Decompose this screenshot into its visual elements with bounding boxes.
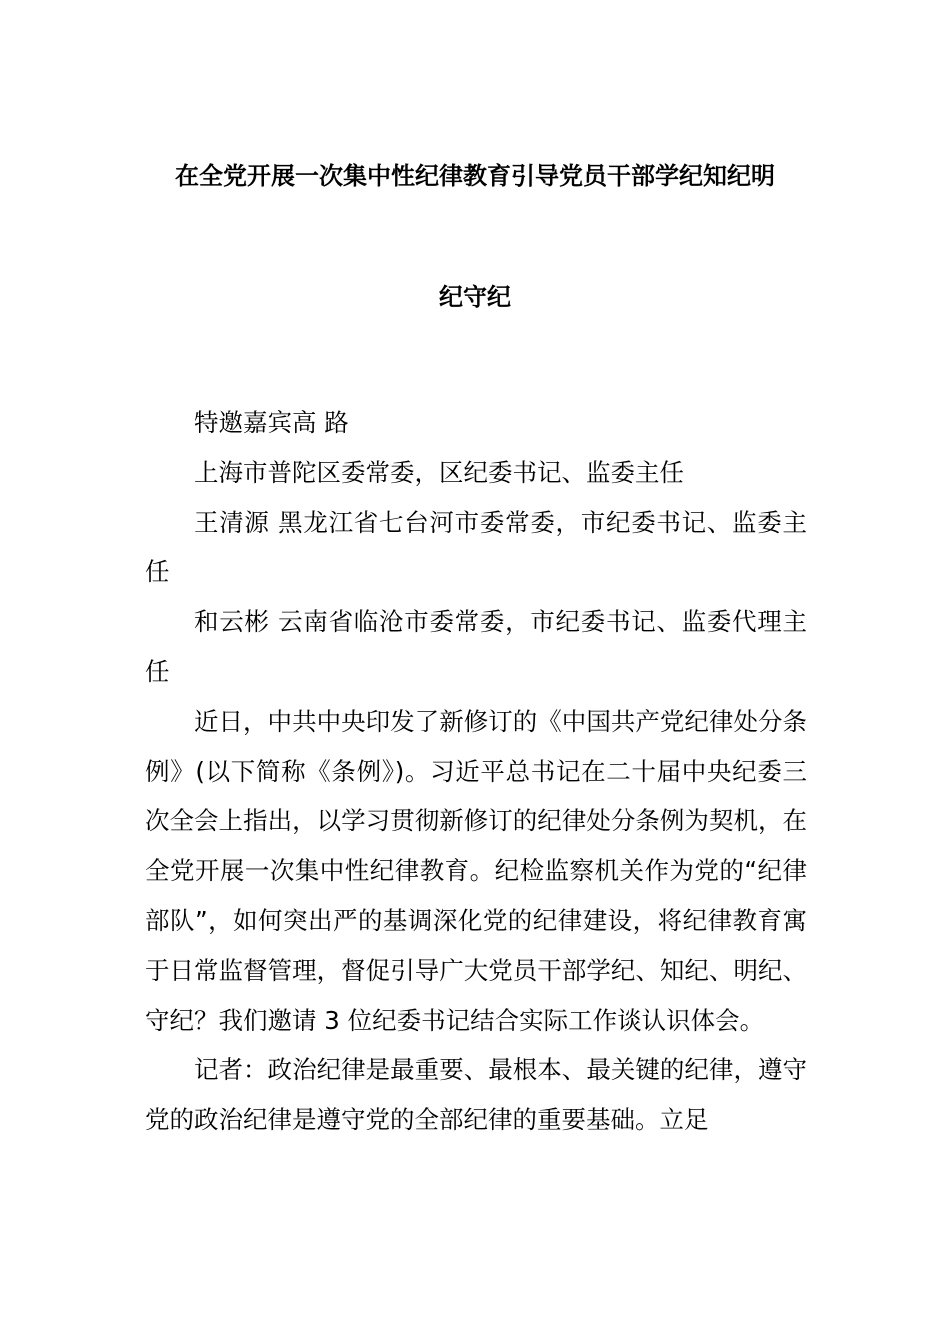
guest-he-yunbin-paragraph: 和云彬 云南省临沧市委常委，市纪委书记、监委代理主任 xyxy=(145,607,807,686)
reporter-question-paragraph: 记者：政治纪律是最重要、最根本、最关键的纪律，遵守党的政治纪律是遵守党的全部纪律的重要基础。立足 xyxy=(145,1055,807,1135)
guest-intro-paragraph: 特邀嘉宾高 路 xyxy=(194,408,349,437)
document-title-line-2: 纪守纪 xyxy=(439,283,511,311)
document-title-line-1: 在全党开展一次集中性纪律教育引导党员干部学纪知纪明 xyxy=(175,162,775,190)
article-intro-paragraph: 近日，中共中央印发了新修订的《中国共产党纪律处分条例》(以下简称《条例》)。习近平总书记在二十届中央纪委三次全会上指出，以学习贯彻新修订的纪律处分条例为契机，在全党开展一次集中性纪律教育。纪检监察机关作为党的“纪律部队”，如何突出严的基调深化党的纪律建设，将纪律教育寓于日常监督管理，督促引导广大党员干部学纪、知纪、明纪、守纪？我们邀请 3 位纪委书记结合实际工作谈认识体会。 xyxy=(145,706,807,1035)
document-body xyxy=(145,398,807,1145)
guest-gao-lu-title-paragraph: 上海市普陀区委常委，区纪委书记、监委主任 xyxy=(194,457,684,487)
guest-wang-qingyuan-paragraph: 王清源 黑龙江省七台河市委常委，市纪委书记、监委主任 xyxy=(145,507,807,587)
